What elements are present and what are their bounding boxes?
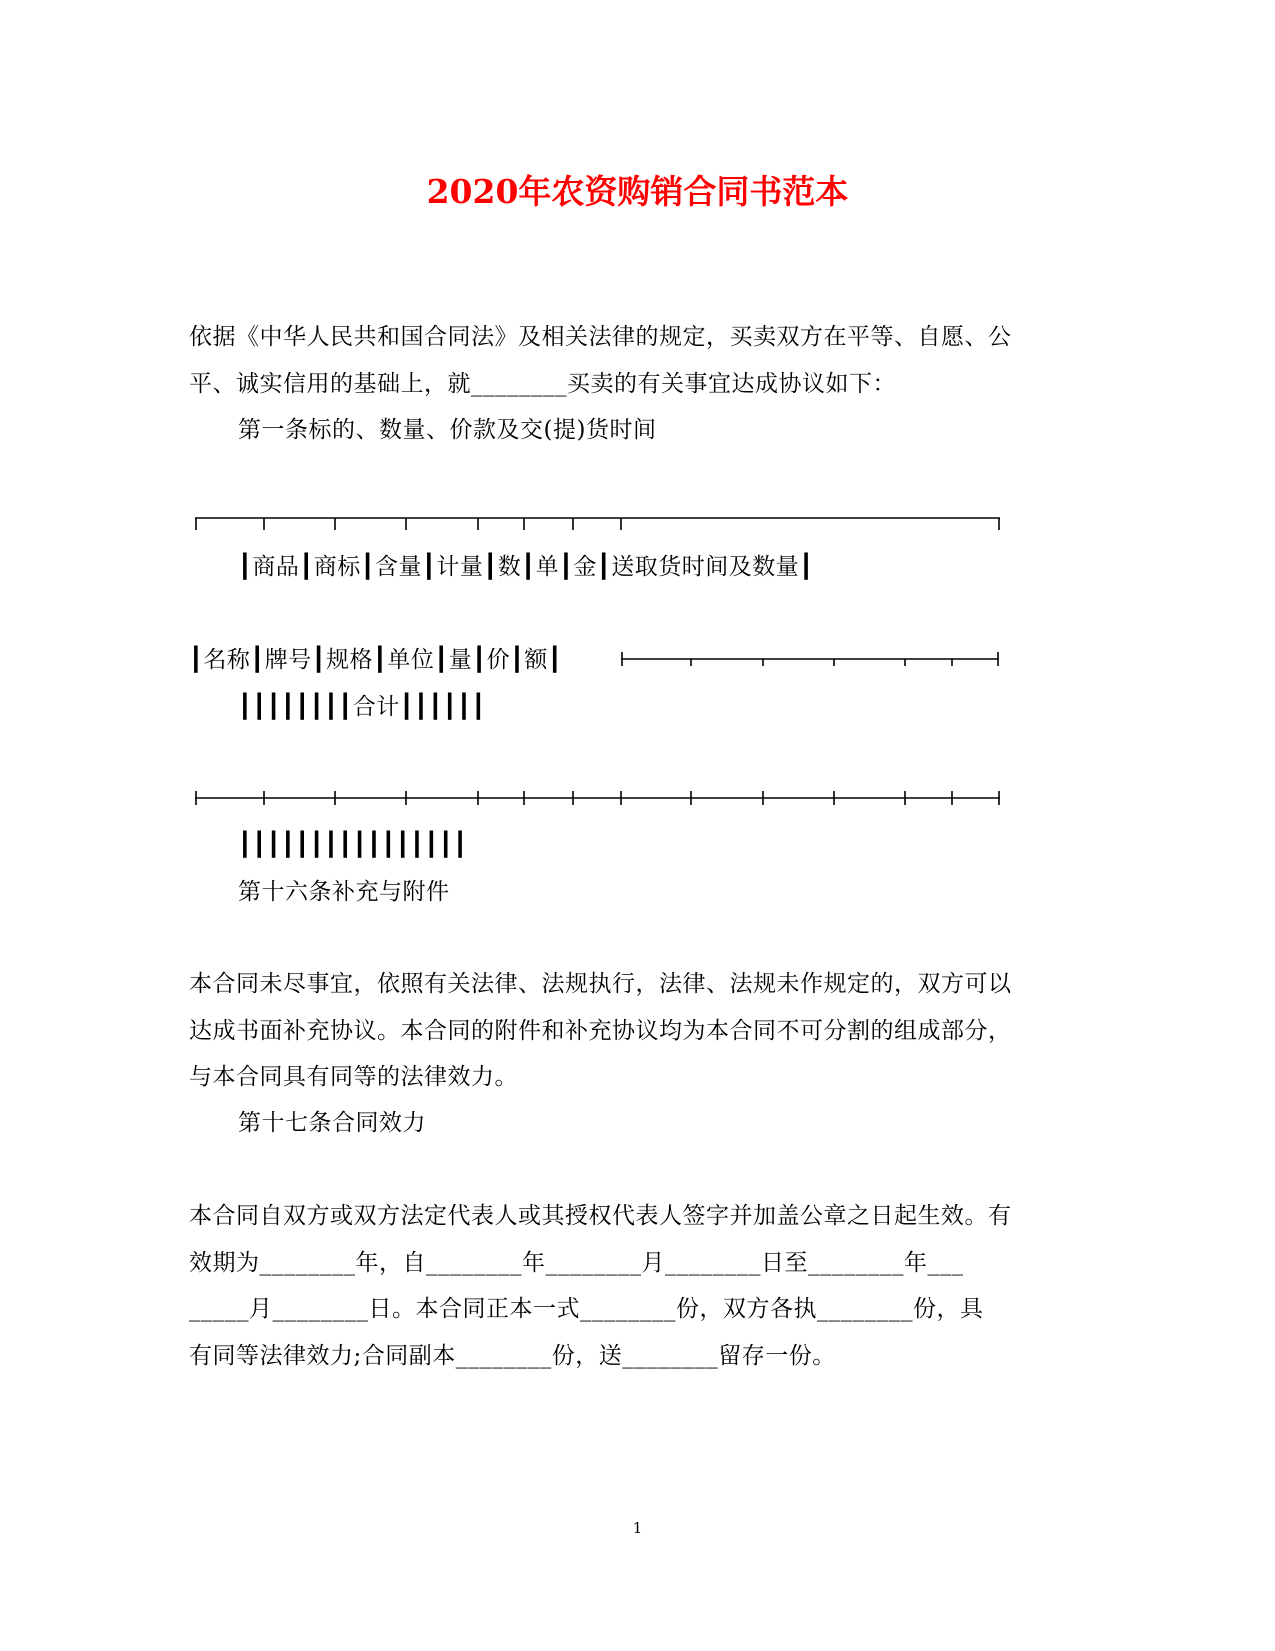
article-16-line-3: 与本合同具有同等的法律效力。 [189, 1064, 518, 1090]
intro-line-1: 依据《中华人民共和国合同法》及相关法律的规定，买卖双方在平等、自愿、公 [189, 324, 1012, 350]
article-17-line-2: 效期为________年，自________年________月________日至________年___ [189, 1250, 964, 1276]
table-inner-rule [621, 652, 1005, 668]
article-17-line-1: 本合同自双方或双方法定代表人或其授权代表人签字并加盖公章之日起生效。有 [189, 1203, 1012, 1229]
article-16-line-1: 本合同未尽事宜，依照有关法律、法规执行，法律、法规未作规定的，双方可以 [189, 971, 1012, 997]
article-17-line-3: _____月________日。本合同正本一式________份，双方各执________份，具 [189, 1296, 984, 1322]
page-number: 1 [632, 1519, 643, 1537]
table-row-total: ┃┃┃┃┃┃┃┃合计┃┃┃┃┃┃ [238, 694, 486, 720]
article-1-heading: 第一条标的、数量、价款及交(提)货时间 [238, 417, 657, 443]
document-title: 2020年农资购销合同书范本 [426, 172, 849, 211]
table-row-header-1: ┃商品┃商标┃含量┃计量┃数┃单┃金┃送取货时间及数量┃ [238, 554, 814, 580]
article-16-heading: 第十六条补充与附件 [238, 879, 450, 905]
article-16-line-2: 达成书面补充协议。本合同的附件和补充协议均为本合同不可分割的组成部分， [189, 1018, 1012, 1044]
table-row-empty: ┃┃┃┃┃┃┃┃┃┃┃┃┃┃┃┃ [238, 832, 468, 858]
table-row-header-2: ┃名称┃牌号┃规格┃单位┃量┃价┃额┃ [189, 647, 563, 673]
table-top-border [195, 516, 1055, 532]
intro-line-2: 平、诚实信用的基础上，就________买卖的有关事宜达成协议如下： [189, 371, 896, 397]
table-middle-border [195, 791, 1055, 807]
article-17-line-4: 有同等法律效力;合同副本________份，送________留存一份。 [189, 1343, 836, 1369]
article-17-heading: 第十七条合同效力 [238, 1110, 426, 1136]
